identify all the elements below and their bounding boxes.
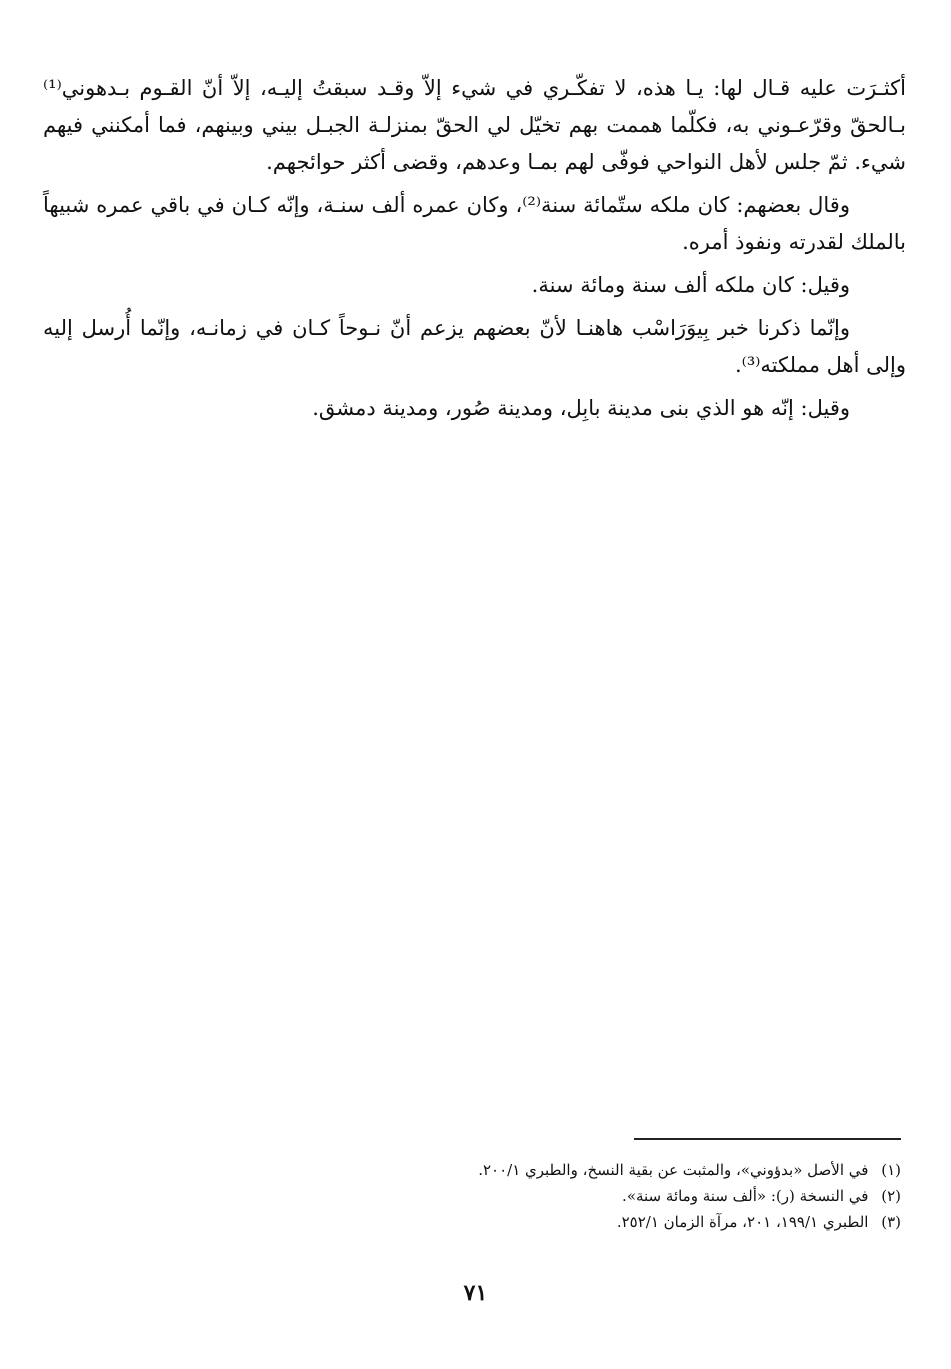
footnote-number: (٢): [881, 1187, 901, 1205]
paragraph-4: وإنّما ذكرنا خبر بِيوَرَاسْب هاهنـا لأنّ بعضهم يزعم أنّ نـوحاً كـان في زمانـه، وإنّما أُرسل إليه وإلى أهل مملكته⁽³⁾.: [43, 316, 906, 377]
footnote-2: [60, 1183, 901, 1209]
footnote-number: (١): [881, 1161, 901, 1179]
page-number: ٧١: [463, 1280, 488, 1306]
footnote-1: [60, 1157, 901, 1183]
paragraph-5: وقيل: إنّه هو الذي بنى مدينة بابِل، ومدينة صُور، ومدينة دمشق.: [312, 396, 850, 420]
footnote-3: [60, 1209, 901, 1235]
paragraph-1: أكثـرَت عليه قـال لها: يـا هذه، لا تفكّـري في شيء إلاّ وقـد سبقتُ إليـه، إلاّ أنّ القـوم بـدهوني⁽¹⁾ بـالحقّ وقرّعـوني به، فكلّما هممت بهم تخيّل لي الحقّ بمنزلـة الجبـل بيني وبينهم، فما أمكنني فيهم شيء. ثمّ جلس لأهل النواحي فوفّى لهم بمـا وعدهم، وقضى أكثر حوائجهم.: [43, 76, 906, 174]
paragraph-3: وقيل: كان ملكه ألف سنة ومائة سنة.: [531, 273, 850, 297]
footnotes: [60, 1157, 901, 1235]
footnote-divider: [634, 1138, 901, 1140]
footnote-text: الطبري ١٩٩/١، ٢٠١، مرآة الزمان ٢٥٢/١.: [616, 1213, 869, 1231]
main-text: [43, 70, 906, 433]
paragraph-2: وقال بعضهم: كان ملكه ستّمائة سنة⁽²⁾، وكان عمره ألف سنـة، وإنّه كـان في باقي عمره شبيهاً بالملك لقدرته ونفوذ أمره.: [43, 193, 906, 254]
footnote-text: في النسخة (ر): «ألف سنة ومائة سنة».: [622, 1187, 869, 1205]
footnote-number: (٣): [881, 1213, 901, 1231]
footnote-text: في الأصل «بدؤوني»، والمثبت عن بقية النسخ، والطبري ٢٠٠/١.: [478, 1161, 869, 1179]
